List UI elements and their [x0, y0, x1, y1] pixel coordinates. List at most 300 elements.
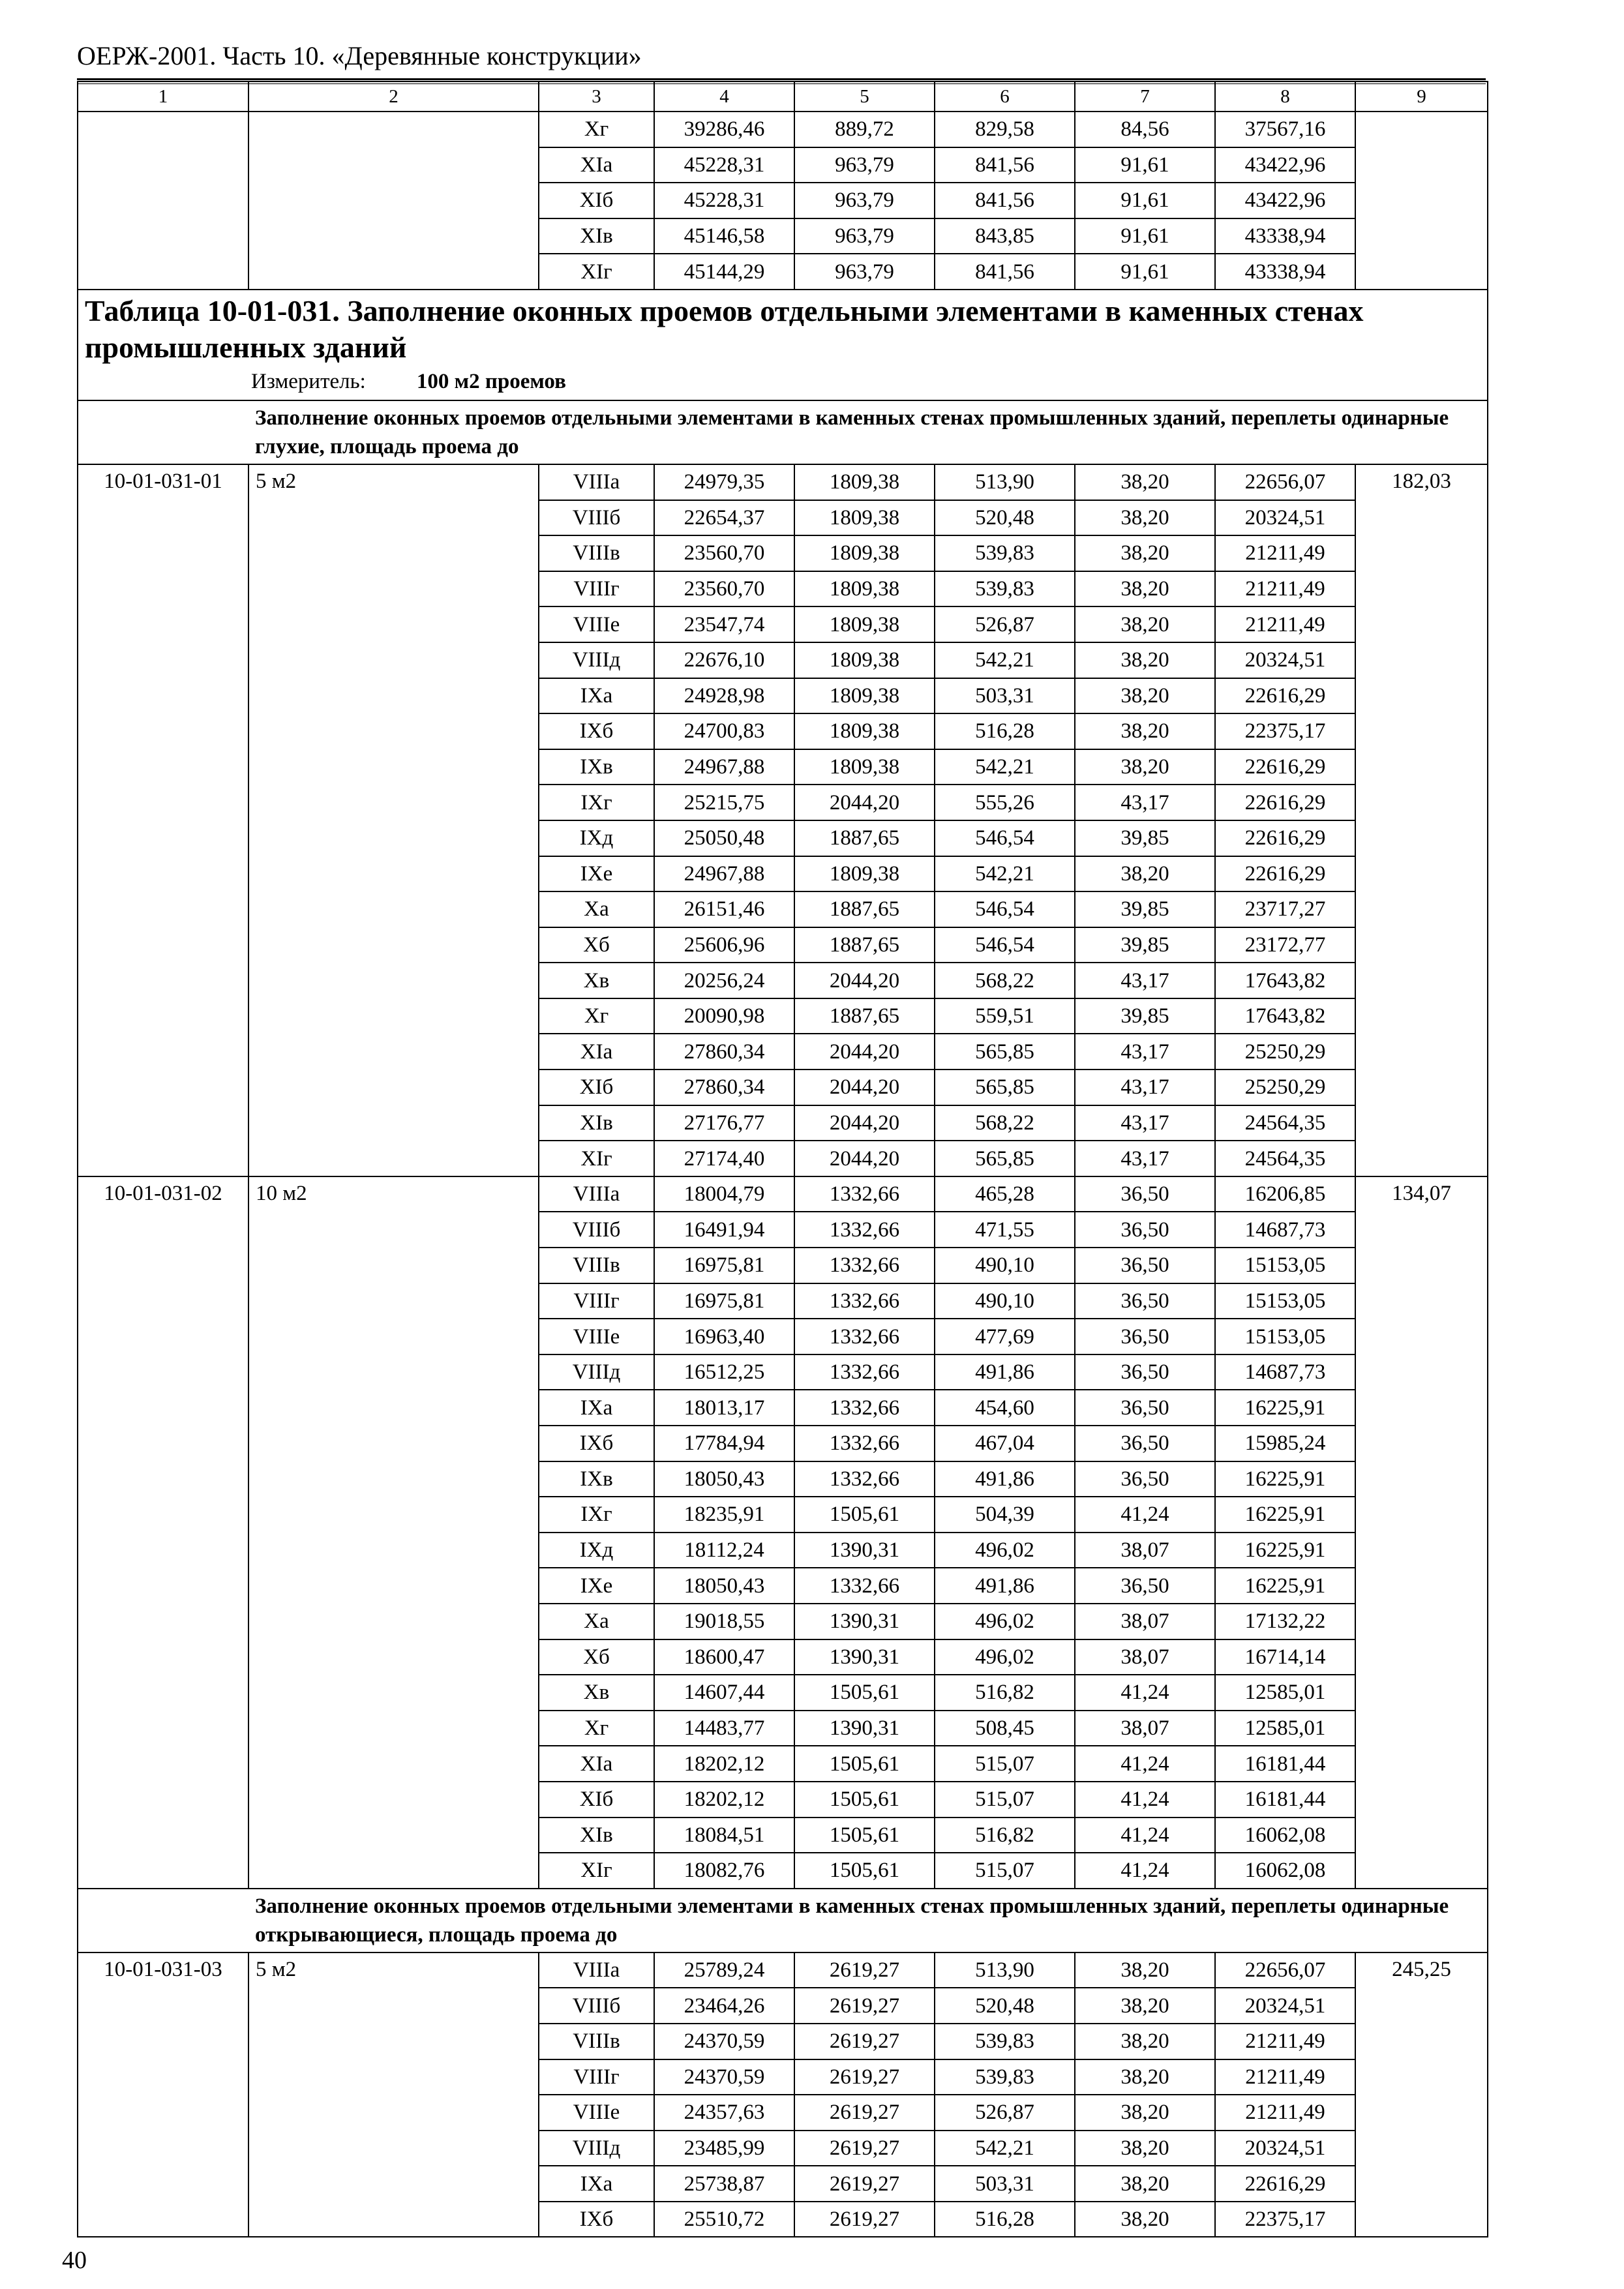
cell-value: 1505,61 — [794, 1497, 935, 1533]
cell-value: 18112,24 — [654, 1533, 794, 1568]
cell-value: 841,56 — [935, 147, 1075, 183]
row-mark: VIIIд — [539, 2131, 654, 2166]
cell-value: 513,90 — [935, 1952, 1075, 1988]
table-row — [78, 254, 1488, 290]
cell-value: 503,31 — [935, 2166, 1075, 2202]
cell-value: 43,17 — [1075, 1141, 1215, 1176]
row-mark: VIIIе — [539, 606, 654, 642]
cell-value: 43,17 — [1075, 1070, 1215, 1105]
cell-value: 16062,08 — [1215, 1853, 1355, 1889]
cell-value: 25606,96 — [654, 927, 794, 963]
cell-value: 17784,94 — [654, 1426, 794, 1461]
cell-value: 16512,25 — [654, 1354, 794, 1390]
cell-value: 25250,29 — [1215, 1034, 1355, 1070]
cell-value: 1332,66 — [794, 1568, 935, 1604]
column-number: 6 — [935, 82, 1075, 112]
blank-cell — [248, 147, 539, 183]
cell-value: 22616,29 — [1215, 785, 1355, 820]
header-title: ОЕРЖ-2001. Часть 10. «Деревянные конструкции» — [77, 41, 642, 70]
cell-value: 1809,38 — [794, 606, 935, 642]
cell-value: 41,24 — [1075, 1746, 1215, 1782]
cell-value: 539,83 — [935, 571, 1075, 607]
cell-value: 23560,70 — [654, 535, 794, 571]
cell-value: 2619,27 — [794, 2202, 935, 2237]
row-mark: Xб — [539, 1639, 654, 1675]
cell-value: 38,20 — [1075, 713, 1215, 749]
row-mark: IXд — [539, 1533, 654, 1568]
cell-value: 43422,96 — [1215, 147, 1355, 183]
cell-value: 513,90 — [935, 464, 1075, 500]
cell-value: 1505,61 — [794, 1853, 935, 1889]
page-number: 40 — [62, 2247, 87, 2274]
cell-value: 1505,61 — [794, 1675, 935, 1711]
cell-value: 36,50 — [1075, 1354, 1215, 1390]
cell-value: 1809,38 — [794, 464, 935, 500]
row-mark: VIIIд — [539, 642, 654, 678]
cell-value: 38,20 — [1075, 678, 1215, 714]
cell-value: 515,07 — [935, 1746, 1075, 1782]
cell-value: 45228,31 — [654, 147, 794, 183]
cell-value: 15153,05 — [1215, 1283, 1355, 1319]
section-heading: Заполнение оконных проемов отдельными элементами в каменных стенах промышленных зданий, переплеты одинарные открывающиеся, площадь проема до — [248, 1889, 1488, 1952]
column-number: 1 — [78, 82, 248, 112]
cell-value: 1332,66 — [794, 1354, 935, 1390]
cell-value: 546,54 — [935, 927, 1075, 963]
cell-value: 454,60 — [935, 1390, 1075, 1426]
column-number: 2 — [248, 82, 539, 112]
row-mark: VIIIа — [539, 464, 654, 500]
cell-value: 18050,43 — [654, 1461, 794, 1497]
cell-value: 25738,87 — [654, 2166, 794, 2202]
row-mark: VIIIг — [539, 2059, 654, 2095]
cell-value: 490,10 — [935, 1248, 1075, 1283]
cell-value: 1332,66 — [794, 1390, 935, 1426]
cell-value: 39,85 — [1075, 998, 1215, 1034]
cell-value: 1809,38 — [794, 571, 935, 607]
cell-value: 25250,29 — [1215, 1070, 1355, 1105]
cell-value: 21211,49 — [1215, 535, 1355, 571]
row-mark: XIг — [539, 254, 654, 290]
cell-value: 91,61 — [1075, 218, 1215, 254]
cell-value: 14483,77 — [654, 1711, 794, 1746]
cell-value: 15153,05 — [1215, 1319, 1355, 1354]
cell-value: 1887,65 — [794, 927, 935, 963]
cell-value: 542,21 — [935, 642, 1075, 678]
item-col9: 182,03 — [1355, 464, 1488, 1176]
cell-value: 496,02 — [935, 1533, 1075, 1568]
cell-value: 39,85 — [1075, 891, 1215, 927]
cell-value: 23717,27 — [1215, 891, 1355, 927]
cell-value: 21211,49 — [1215, 2024, 1355, 2059]
cell-value: 16206,85 — [1215, 1176, 1355, 1212]
cell-value: 38,20 — [1075, 606, 1215, 642]
cell-value: 568,22 — [935, 963, 1075, 998]
cell-value: 542,21 — [935, 749, 1075, 785]
column-number-row — [78, 82, 1488, 112]
cell-value: 565,85 — [935, 1141, 1075, 1176]
cell-value: 38,07 — [1075, 1533, 1215, 1568]
cell-value: 20324,51 — [1215, 2131, 1355, 2166]
blank-cell — [78, 147, 248, 183]
cell-value: 23485,99 — [654, 2131, 794, 2166]
row-mark: Xа — [539, 891, 654, 927]
cell-value: 1505,61 — [794, 1818, 935, 1853]
cell-value: 16181,44 — [1215, 1782, 1355, 1818]
cell-value: 496,02 — [935, 1604, 1075, 1639]
cell-value: 1887,65 — [794, 820, 935, 856]
cell-value: 516,28 — [935, 713, 1075, 749]
cell-value: 503,31 — [935, 678, 1075, 714]
cell-value: 16963,40 — [654, 1319, 794, 1354]
cell-value: 41,24 — [1075, 1818, 1215, 1853]
cell-value: 38,20 — [1075, 2166, 1215, 2202]
row-mark: IXв — [539, 749, 654, 785]
cell-value: 526,87 — [935, 2095, 1075, 2131]
row-mark: VIIIг — [539, 571, 654, 607]
cell-value: 565,85 — [935, 1034, 1075, 1070]
cell-value: 45144,29 — [654, 254, 794, 290]
cell-value: 38,20 — [1075, 2024, 1215, 2059]
cell-value: 21211,49 — [1215, 606, 1355, 642]
cell-value: 1887,65 — [794, 998, 935, 1034]
cell-value: 546,54 — [935, 891, 1075, 927]
cell-value: 1887,65 — [794, 891, 935, 927]
cell-value: 539,83 — [935, 2024, 1075, 2059]
cell-value: 18600,47 — [654, 1639, 794, 1675]
cell-value: 542,21 — [935, 2131, 1075, 2166]
cell-value: 18082,76 — [654, 1853, 794, 1889]
cell-value: 829,58 — [935, 112, 1075, 147]
cell-value: 23560,70 — [654, 571, 794, 607]
cell-value: 2044,20 — [794, 1070, 935, 1105]
cell-value: 36,50 — [1075, 1248, 1215, 1283]
row-mark: IXг — [539, 785, 654, 820]
table-title-cell — [78, 290, 1488, 400]
blank-cell — [1355, 218, 1488, 254]
cell-value: 18050,43 — [654, 1568, 794, 1604]
column-number: 5 — [794, 82, 935, 112]
row-mark: XIв — [539, 1818, 654, 1853]
cell-value: 1809,38 — [794, 500, 935, 536]
header-rule — [77, 78, 1486, 80]
blank-cell — [1355, 183, 1488, 218]
cell-value: 2619,27 — [794, 2095, 935, 2131]
cell-value: 38,20 — [1075, 571, 1215, 607]
cell-value: 889,72 — [794, 112, 935, 147]
cell-value: 2619,27 — [794, 2166, 935, 2202]
row-mark: XIб — [539, 1782, 654, 1818]
cell-value: 542,21 — [935, 856, 1075, 892]
cell-value: 2044,20 — [794, 1141, 935, 1176]
row-mark: VIIIг — [539, 1283, 654, 1319]
cell-value: 43,17 — [1075, 1034, 1215, 1070]
row-mark: Xг — [539, 1711, 654, 1746]
cell-value: 37567,16 — [1215, 112, 1355, 147]
price-table-container — [77, 81, 1487, 2237]
cell-value: 22656,07 — [1215, 464, 1355, 500]
cell-value: 1390,31 — [794, 1639, 935, 1675]
row-mark: XIб — [539, 183, 654, 218]
cell-value: 26151,46 — [654, 891, 794, 927]
cell-value: 24967,88 — [654, 856, 794, 892]
cell-value: 43338,94 — [1215, 218, 1355, 254]
cell-value: 14687,73 — [1215, 1354, 1355, 1390]
row-mark: Xв — [539, 1675, 654, 1711]
cell-value: 23547,74 — [654, 606, 794, 642]
row-mark: IXв — [539, 1461, 654, 1497]
cell-value: 24370,59 — [654, 2024, 794, 2059]
item-size: 10 м2 — [248, 1176, 539, 1889]
row-mark: VIIIб — [539, 1212, 654, 1248]
section-heading-row — [78, 1889, 1488, 1952]
cell-value: 515,07 — [935, 1853, 1075, 1889]
cell-value: 12585,01 — [1215, 1675, 1355, 1711]
cell-value: 520,48 — [935, 500, 1075, 536]
cell-value: 39,85 — [1075, 820, 1215, 856]
row-mark: XIв — [539, 1105, 654, 1141]
cell-value: 467,04 — [935, 1426, 1075, 1461]
cell-value: 1390,31 — [794, 1533, 935, 1568]
cell-value: 43422,96 — [1215, 183, 1355, 218]
cell-value: 22654,37 — [654, 500, 794, 536]
cell-value: 16225,91 — [1215, 1390, 1355, 1426]
item-size: 5 м2 — [248, 464, 539, 1176]
cell-value: 45146,58 — [654, 218, 794, 254]
cell-value: 516,82 — [935, 1818, 1075, 1853]
item-col9: 134,07 — [1355, 1176, 1488, 1889]
row-mark: IXб — [539, 713, 654, 749]
cell-value: 23464,26 — [654, 1988, 794, 2024]
cell-value: 27860,34 — [654, 1034, 794, 1070]
cell-value: 963,79 — [794, 147, 935, 183]
cell-value: 963,79 — [794, 183, 935, 218]
row-mark: XIа — [539, 1034, 654, 1070]
column-number: 9 — [1355, 82, 1488, 112]
cell-value: 27174,40 — [654, 1141, 794, 1176]
cell-value: 91,61 — [1075, 183, 1215, 218]
row-mark: IXа — [539, 678, 654, 714]
blank-cell — [78, 183, 248, 218]
cell-value: 2619,27 — [794, 2059, 935, 2095]
cell-value: 18084,51 — [654, 1818, 794, 1853]
cell-value: 2044,20 — [794, 1034, 935, 1070]
row-mark: XIа — [539, 147, 654, 183]
cell-value: 36,50 — [1075, 1426, 1215, 1461]
cell-value: 17132,22 — [1215, 1604, 1355, 1639]
cell-value: 963,79 — [794, 218, 935, 254]
cell-value: 1809,38 — [794, 535, 935, 571]
row-mark: IXа — [539, 1390, 654, 1426]
cell-value: 14607,44 — [654, 1675, 794, 1711]
cell-value: 1809,38 — [794, 642, 935, 678]
cell-value: 559,51 — [935, 998, 1075, 1034]
table-title: Таблица 10-01-031. Заполнение оконных проемов отдельными элементами в каменных стенах промышленных зданий — [85, 293, 1364, 364]
column-number: 3 — [539, 82, 654, 112]
blank-cell — [248, 254, 539, 290]
cell-value: 491,86 — [935, 1354, 1075, 1390]
cell-value: 39286,46 — [654, 112, 794, 147]
cell-value: 520,48 — [935, 1988, 1075, 2024]
cell-value: 38,20 — [1075, 1988, 1215, 2024]
cell-value: 22616,29 — [1215, 856, 1355, 892]
cell-value: 22616,29 — [1215, 678, 1355, 714]
row-mark: IXг — [539, 1497, 654, 1533]
cell-value: 1332,66 — [794, 1176, 935, 1212]
cell-value: 1505,61 — [794, 1746, 935, 1782]
row-mark: XIг — [539, 1141, 654, 1176]
cell-value: 16225,91 — [1215, 1497, 1355, 1533]
meter-value: 100 м2 проемов — [416, 369, 566, 393]
row-mark: XIб — [539, 1070, 654, 1105]
cell-value: 841,56 — [935, 183, 1075, 218]
row-mark: VIIIа — [539, 1952, 654, 1988]
meter-line — [85, 366, 1481, 400]
cell-value: 1332,66 — [794, 1212, 935, 1248]
cell-value: 1332,66 — [794, 1319, 935, 1354]
cell-value: 36,50 — [1075, 1390, 1215, 1426]
cell-value: 38,20 — [1075, 464, 1215, 500]
cell-value: 38,20 — [1075, 856, 1215, 892]
cell-value: 41,24 — [1075, 1675, 1215, 1711]
cell-value: 516,82 — [935, 1675, 1075, 1711]
row-mark: VIIIв — [539, 2024, 654, 2059]
blank-cell — [1355, 112, 1488, 147]
table-row — [78, 464, 1488, 500]
cell-value: 25050,48 — [654, 820, 794, 856]
row-mark: XIв — [539, 218, 654, 254]
cell-value: 22616,29 — [1215, 820, 1355, 856]
cell-value: 1390,31 — [794, 1604, 935, 1639]
cell-value: 1809,38 — [794, 749, 935, 785]
price-table — [77, 81, 1488, 2237]
cell-value: 963,79 — [794, 254, 935, 290]
cell-value: 84,56 — [1075, 112, 1215, 147]
cell-value: 24370,59 — [654, 2059, 794, 2095]
cell-value: 16714,14 — [1215, 1639, 1355, 1675]
cell-value: 2044,20 — [794, 1105, 935, 1141]
cell-value: 491,86 — [935, 1461, 1075, 1497]
cell-value: 515,07 — [935, 1782, 1075, 1818]
blank-cell — [248, 218, 539, 254]
blank-cell — [1355, 147, 1488, 183]
blank-cell — [78, 218, 248, 254]
section-heading: Заполнение оконных проемов отдельными элементами в каменных стенах промышленных зданий, переплеты одинарные глухие, площадь проема до — [248, 400, 1488, 464]
cell-value: 25215,75 — [654, 785, 794, 820]
cell-value: 555,26 — [935, 785, 1075, 820]
cell-value: 36,50 — [1075, 1176, 1215, 1212]
cell-value: 18013,17 — [654, 1390, 794, 1426]
row-mark: Xб — [539, 927, 654, 963]
cell-value: 19018,55 — [654, 1604, 794, 1639]
cell-value: 43338,94 — [1215, 254, 1355, 290]
cell-value: 17643,82 — [1215, 998, 1355, 1034]
cell-value: 38,20 — [1075, 2202, 1215, 2237]
cell-value: 38,20 — [1075, 2059, 1215, 2095]
row-mark: VIIIе — [539, 1319, 654, 1354]
cell-value: 2619,27 — [794, 2024, 935, 2059]
cell-value: 516,28 — [935, 2202, 1075, 2237]
cell-value: 18004,79 — [654, 1176, 794, 1212]
row-mark: VIIIв — [539, 1248, 654, 1283]
cell-value: 1809,38 — [794, 713, 935, 749]
cell-value: 18202,12 — [654, 1746, 794, 1782]
table-row — [78, 218, 1488, 254]
blank-cell — [78, 112, 248, 147]
row-mark: IXе — [539, 1568, 654, 1604]
cell-value: 38,07 — [1075, 1711, 1215, 1746]
cell-value: 38,07 — [1075, 1639, 1215, 1675]
cell-value: 17643,82 — [1215, 963, 1355, 998]
row-mark: Xа — [539, 1604, 654, 1639]
cell-value: 18235,91 — [654, 1497, 794, 1533]
cell-value: 477,69 — [935, 1319, 1075, 1354]
column-number: 4 — [654, 82, 794, 112]
row-mark: VIIIе — [539, 2095, 654, 2131]
cell-value: 38,20 — [1075, 1952, 1215, 1988]
cell-value: 841,56 — [935, 254, 1075, 290]
cell-value: 526,87 — [935, 606, 1075, 642]
row-mark: VIIIа — [539, 1176, 654, 1212]
row-mark: IXб — [539, 2202, 654, 2237]
cell-value: 38,20 — [1075, 535, 1215, 571]
table-row — [78, 183, 1488, 218]
cell-value: 39,85 — [1075, 927, 1215, 963]
cell-value: 24357,63 — [654, 2095, 794, 2131]
cell-value: 2619,27 — [794, 1988, 935, 2024]
cell-value: 504,39 — [935, 1497, 1075, 1533]
cell-value: 16225,91 — [1215, 1533, 1355, 1568]
blank-cell — [1355, 254, 1488, 290]
cell-value: 45228,31 — [654, 183, 794, 218]
cell-value: 465,28 — [935, 1176, 1075, 1212]
table-title-row — [78, 290, 1488, 400]
cell-value: 38,20 — [1075, 500, 1215, 536]
row-mark: IXе — [539, 856, 654, 892]
cell-value: 36,50 — [1075, 1461, 1215, 1497]
cell-value: 16062,08 — [1215, 1818, 1355, 1853]
cell-value: 508,45 — [935, 1711, 1075, 1746]
row-mark: IXа — [539, 2166, 654, 2202]
cell-value: 38,07 — [1075, 1604, 1215, 1639]
cell-value: 12585,01 — [1215, 1711, 1355, 1746]
cell-value: 2619,27 — [794, 1952, 935, 1988]
cell-value: 23172,77 — [1215, 927, 1355, 963]
cell-value: 18202,12 — [654, 1782, 794, 1818]
item-code: 10-01-031-02 — [78, 1176, 248, 1889]
cell-value: 41,24 — [1075, 1782, 1215, 1818]
table-row — [78, 1952, 1488, 1988]
cell-value: 1390,31 — [794, 1711, 935, 1746]
cell-value: 91,61 — [1075, 254, 1215, 290]
cell-value: 41,24 — [1075, 1853, 1215, 1889]
cell-value: 2044,20 — [794, 785, 935, 820]
cell-value: 490,10 — [935, 1283, 1075, 1319]
cell-value: 22676,10 — [654, 642, 794, 678]
row-mark: IXб — [539, 1426, 654, 1461]
cell-value: 22616,29 — [1215, 2166, 1355, 2202]
cell-value: 16975,81 — [654, 1248, 794, 1283]
row-mark: XIг — [539, 1853, 654, 1889]
row-mark: Xг — [539, 998, 654, 1034]
cell-value: 38,20 — [1075, 749, 1215, 785]
blank-cell — [78, 254, 248, 290]
cell-value: 25789,24 — [654, 1952, 794, 1988]
cell-value: 21211,49 — [1215, 2059, 1355, 2095]
section-heading-row — [78, 400, 1488, 464]
blank-cell — [78, 400, 248, 464]
page-header — [77, 38, 1486, 84]
cell-value: 2619,27 — [794, 2131, 935, 2166]
